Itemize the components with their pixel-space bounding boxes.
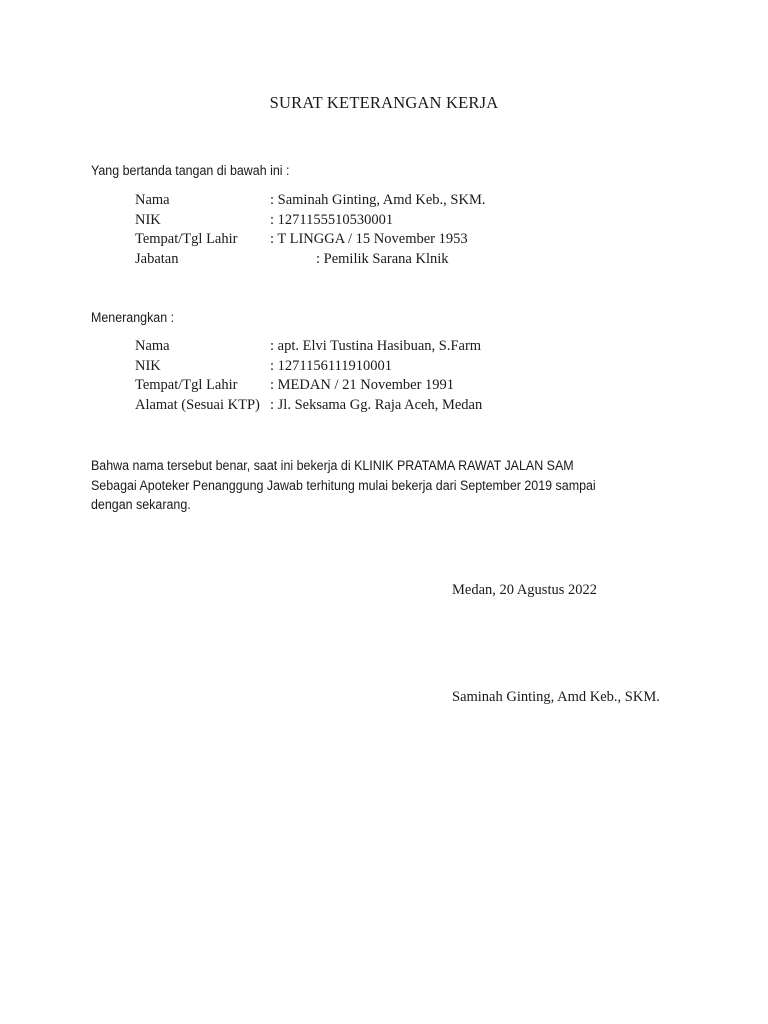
signatory-jabatan-value: : Pemilik Sarana Klnik	[316, 250, 449, 267]
employee-alamat-value: : Jl. Seksama Gg. Raja Aceh, Medan	[270, 396, 483, 413]
signatory-nama-label: Nama	[135, 192, 170, 208]
intro-text: Yang bertanda tangan di bawah ini :	[91, 163, 290, 178]
statement-line-1: Bahwa nama tersebut benar, saat ini bekerja di KLINIK PRATAMA RAWAT JALAN SAM	[91, 458, 574, 473]
employee-nik-value: : 1271156111910001	[270, 357, 393, 374]
statement-line-2: Sebagai Apoteker Penanggung Jawab terhitung mulai bekerja dari September 2019 sampai	[91, 477, 596, 493]
employee-nama-value: : apt. Elvi Tustina Hasibuan, S.Farm	[270, 338, 482, 354]
signatory-nik-label: NIK	[135, 211, 161, 228]
employee-nik-label: NIK	[135, 357, 161, 374]
signatory-ttl-value: : T LINGGA / 15 November 1953	[270, 231, 468, 247]
signatory-jabatan-label: Jabatan	[135, 250, 179, 267]
document-title: SURAT KETERANGAN KERJA	[269, 93, 499, 112]
signer-name: Saminah Ginting, Amd Keb., SKM.	[452, 689, 660, 705]
place-date: Medan, 20 Agustus 2022	[452, 582, 597, 598]
statement-line-3: dengan sekarang.	[91, 497, 191, 512]
signatory-nik-value: : 1271155510530001	[270, 211, 394, 228]
menerangkan-text: Menerangkan :	[91, 310, 175, 325]
statement-paragraph	[91, 456, 691, 515]
employee-nama-label: Nama	[135, 338, 170, 354]
employee-ttl-label: Tempat/Tgl Lahir	[135, 377, 238, 393]
employee-ttl-value: : MEDAN / 21 November 1991	[270, 377, 455, 393]
signatory-nama-value: : Saminah Ginting, Amd Keb., SKM.	[270, 192, 486, 208]
signatory-ttl-label: Tempat/Tgl Lahir	[135, 231, 238, 247]
employee-alamat-label: Alamat (Sesuai KTP)	[135, 396, 260, 413]
